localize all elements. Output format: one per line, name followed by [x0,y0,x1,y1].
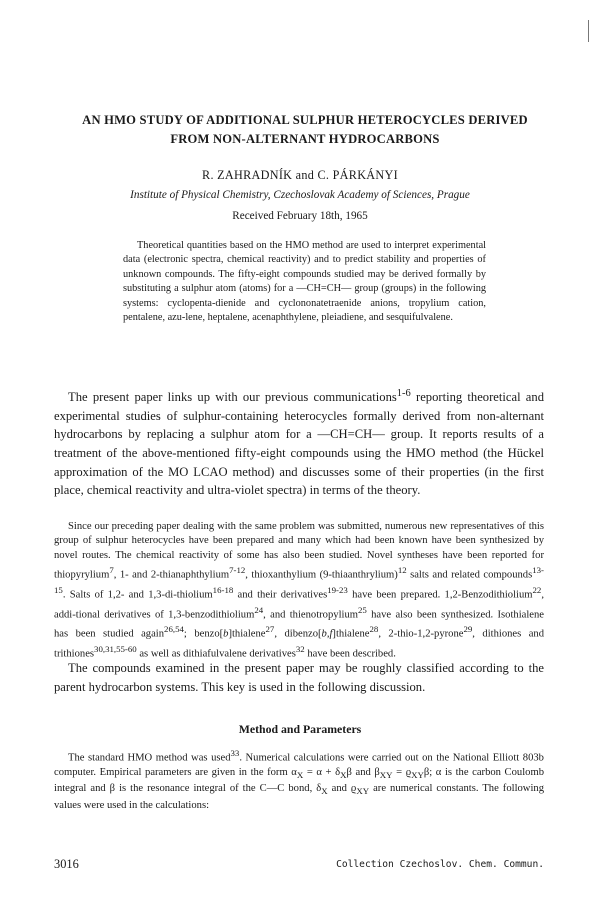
citation-ref: 29 [463,624,473,635]
citation-ref: 25 [358,604,367,615]
citation-ref: 22 [532,584,542,595]
citation-ref: 30,31,55-60 [94,644,137,655]
citation-ref: 1-6 [396,388,411,399]
paragraph-introduction: The present paper links up with our previous communications$^{1-6}$ reporting theoretical and experimental studies of sulphur-containing heterocycles formally derived from non-alternant hydrocarbons by replacing a sulphur atom for a —CH=CH— group. It reports results of a treatment of the above-mentioned fifty-eight compounds using the HMO method (the Hückel approximation of the MO LCAO method) and discusses some of their properties (in the first place, chemical reactivity and ultra-violet spectra) in terms of the theory. [54,388,544,498]
citation-ref: 28 [369,624,379,635]
citation-ref: 13-15 [54,564,544,595]
citation-ref: 19-23 [327,584,348,595]
paragraph-method: The standard HMO method was used$^{33}$. Numerical calculations were carried out on the National Elliott 803b computer. Empirical parameters are given in the form $\alpha_X = \alpha + \delta_X\beta$ and $\beta_{XY} = ϱ_{XY}\beta$; α is the carbon Coulomb integral and β is the resonance integral of the C—C bond, $\delta_X$ and $ϱ_{XY}$ are numerical constants. The following values were used in the calculations: [54,748,544,811]
citation-ref: 24 [254,604,264,615]
citation-ref: 7-12 [229,564,246,575]
citation-ref: 33 [230,748,240,758]
citation-ref: 27 [265,624,275,635]
abstract: Theoretical quantities based on the HMO method are used to interpret experimental data (electronic spectra, chemical reactivity) and to predict stability and properties of unknown compounds. The fifty-eight compounds studied may be derived formally by substituting a sulphur atom (atoms) for a —CH=CH— group (groups) in the following systems: cyclopenta-dienide and cyclononatetraenide anions, tropylium cation, pentalene, azu-lene, heptalene, acenaphthylene, pleiadiene, and sesquifulvalene. [123,240,486,324]
citation-ref: 32 [295,644,305,655]
received-date: Received February 18th, 1965 [232,210,368,222]
citation-ref: 7 [109,564,114,575]
citation-ref: 26,54 [164,624,184,635]
section-heading: Method and Parameters [238,722,362,736]
author-affiliation: Institute of Physical Chemistry, Czechoslovak Academy of Sciences, Prague [130,189,470,201]
scan-edge-mark [588,20,589,42]
paper-title: AN HMO STUDY OF ADDITIONAL SULPHUR HETEROCYCLES DERIVED FROM NON-ALTERNANT HYDROCARBONS [82,113,528,146]
journal-name: Collection Czechoslov. Chem. Commun. [336,859,544,870]
paragraph-literature: Since our preceding paper dealing with the same problem was submitted, numerous new representatives of this group of sulphur heterocycles have been prepared and many which had been known have been synthesized by novel routes. The chemical reactivity of some has also been studied. Novel syntheses have been reported for thiopyrylium$^7$, 1- and 2-thianaphthylium$^{7-12}$, thioxanthylium (9-thiaanthrylium)$^{12}$ salts and related compounds$^{13-15}$. Salts of 1,2- and 1,3-di-thiolium$^{16-18}$ and their derivatives$^{19-23}$ have been prepared. 1,2-Benzodithiolium$^{22}$, addi-tional derivatives of 1,3-benzodithiolium$^{24}$, and thienotropylium$^{25}$ have also been synthesized. Isothialene has been studied again$^{26,54}$; benzo[b]thialene$^{27}$, dibenzo[b,f]thialene$^{28}$, 2-thio-1,2-pyrone$^{29}$, dithiones and trithiones$^{30,31,55-60}$ as well as dithiafulvalene derivatives$^{32}$ have been described. [54,521,544,660]
paragraph-classification: The compounds examined in the present paper may be roughly classified according to the parent hydrocarbon systems. This key is used in the following discussion. [54,661,544,694]
citation-ref: 12 [397,564,407,575]
page-number: 3016 [54,857,79,871]
paper-authors: R. ZAHRADNÍK and C. PÁRKÁNYI [202,168,398,182]
citation-ref: 16-18 [212,584,234,595]
